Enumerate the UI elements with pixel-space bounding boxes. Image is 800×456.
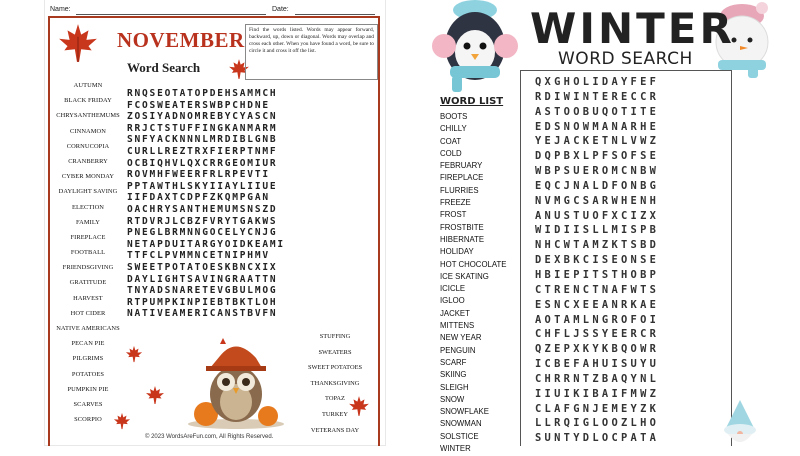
word-list-right — [290, 333, 380, 442]
word-item: AUTUMN — [73, 82, 103, 89]
grid-row: TTFCLPVMMNCETNIPHMV — [127, 250, 270, 262]
word-item: NEW YEAR — [440, 333, 482, 343]
word-item: GRATITUDE — [69, 279, 107, 287]
grid-row: DQPBXLPFSOFSE — [535, 150, 660, 163]
november-subtitle: Word Search — [127, 60, 201, 75]
word-item: IGLOO — [440, 296, 465, 306]
grid-row: SWEETPOTATOESKBNCXIX — [127, 261, 278, 273]
word-item: SCARF — [440, 357, 467, 367]
grid-row: OACHRYSANTHEMUMSNSZD — [127, 203, 278, 215]
word-item: HARVEST — [73, 294, 103, 302]
november-worksheet — [45, 0, 385, 445]
date-line — [295, 14, 375, 15]
word-item: HOLIDAY — [440, 247, 474, 257]
grid-row: DAYLIGHTSAVINGRAATTN — [127, 273, 278, 285]
word-list-heading: WORD LIST — [440, 96, 504, 107]
word-item: TURKEY — [322, 410, 348, 418]
grid-row: IIUIKIBAIFMWZ — [535, 387, 660, 400]
winter-title: WINTER — [530, 4, 735, 53]
word-item: FROST — [440, 210, 467, 220]
word-item: FREEZE — [440, 198, 471, 208]
november-letter-grid — [127, 88, 372, 320]
grid-row: QZEPXKYKBQOWR — [535, 343, 660, 356]
word-item: ICICLE — [440, 284, 466, 294]
grid-row: FCOSWEATERSWBPCHDNE — [127, 99, 270, 111]
word-item: MITTENS — [440, 321, 475, 331]
word-item: HIBERNATE — [440, 234, 485, 244]
grid-row: OCBIQHVLQXCRRGEOMIUR — [127, 157, 278, 169]
word-item: STUFFING — [319, 333, 351, 340]
word-item: JACKET — [440, 308, 470, 318]
november-title: NOVEMBER — [117, 28, 245, 52]
grid-row: ESNCXEEANRKAE — [535, 298, 660, 311]
grid-row: ZOSIYADNOMREBYCYASCN — [127, 111, 278, 123]
word-item: SWEET POTATOES — [307, 364, 363, 372]
maple-leaf-icon — [125, 345, 143, 363]
grid-row: NVMGCSARWHENH — [535, 194, 660, 207]
word-item: WINTER — [440, 444, 471, 454]
grid-row: RTDVRJLCBZFVRYTGAKWS — [127, 215, 278, 227]
grid-row: QXGHOLIDAYFEF — [535, 76, 660, 88]
word-item: DAYLIGHT SAVING — [58, 188, 118, 196]
maple-leaf-icon — [145, 385, 165, 405]
grid-row: DEXBKCISEONSE — [535, 254, 660, 267]
winter-letter-grid — [535, 76, 659, 447]
word-item: SCORPIO — [74, 416, 102, 424]
word-item: FOOTBALL — [70, 249, 106, 257]
word-item: CINNAMON — [70, 127, 106, 135]
word-item: SNOWFLAKE — [440, 407, 489, 417]
word-item: POTATOES — [71, 370, 105, 378]
grid-row: CHFLJSSYEERCR — [535, 328, 660, 341]
copyright-text: © 2023 WordsAreFun.com, All Rights Reserved. — [145, 434, 274, 440]
word-item: NATIVE AMERICANS — [56, 325, 120, 332]
winter-word-list — [440, 112, 530, 456]
word-item: VETERANS DAY — [310, 426, 360, 434]
word-item: FIREPLACE — [440, 173, 484, 183]
grid-row: CTRENCTNAFWTS — [535, 283, 660, 296]
grid-row: EQCJNALDFONBG — [535, 179, 660, 192]
word-list-left — [48, 82, 128, 431]
word-item: PUMPKIN PIE — [67, 385, 109, 393]
word-item: PENGUIN — [440, 345, 476, 355]
word-item: PILGRIMS — [72, 355, 104, 363]
winter-subtitle: WORD SEARCH — [558, 49, 693, 69]
date-label: Date: — [272, 6, 289, 13]
grid-row: RTPUMPKINPIEBTBKTLOH — [127, 296, 278, 308]
word-item: PECAN PIE — [71, 340, 105, 348]
instructions-box: Find the words listed. Words may appear forward, backward, up, down or diagonal. Words may overlap and cross each other. When you have found a word, be sure to circle it and cross it off the list. — [245, 24, 378, 80]
grid-row: YEJACKETNLVWZ — [535, 135, 660, 148]
grid-row: LLRQIGLOOZLHO — [535, 417, 660, 430]
maple-leaf-icon — [57, 22, 99, 64]
grid-row: IIFDAXTCDPFZKQMPGAN — [127, 192, 270, 204]
grid-row: NHCWTAMZKTSBD — [535, 239, 660, 252]
maple-leaf-icon — [113, 412, 131, 430]
word-item: SKIING — [440, 370, 467, 380]
word-item: CRANBERRY — [68, 157, 108, 165]
grid-row: SUNTYDLOCPATA — [535, 432, 660, 445]
grid-row: ROVMHFWEERFRLRPEVTI — [127, 169, 270, 181]
grid-row: WIDIISLLMISPB — [535, 224, 660, 237]
word-item: COAT — [440, 136, 462, 146]
word-item: SNOWMAN — [440, 419, 482, 429]
word-item: SNOW — [440, 394, 465, 404]
word-item: BLACK FRIDAY — [64, 97, 112, 105]
grid-row: PPTAWTHLSKYIIAYLIIUE — [127, 180, 278, 192]
grid-row: CHRRNTZBAQYNL — [535, 372, 660, 385]
grid-row: RNQSEOTATOPDEHSAMMCH — [127, 88, 278, 99]
word-item: CYBER MONDAY — [61, 173, 115, 181]
word-item: CHRYSANTHEMUMS — [56, 112, 120, 120]
grid-row: AOTAMLNGROFOI — [535, 313, 660, 326]
grid-row: ASTOOBUQOTITE — [535, 105, 660, 118]
grid-row: RRJCTSTUFFINGKANMARM — [127, 122, 278, 134]
grid-row: SNFYACKNNNLMRDIBLGNB — [127, 134, 278, 146]
grid-row: CLAFGNJEMEYZK — [535, 402, 660, 415]
grid-row: ICBEFAHUISUYU — [535, 358, 660, 371]
word-item: THANKSGIVING — [310, 379, 360, 387]
word-item: FIREPLACE — [70, 233, 106, 241]
grid-row: CURLLREZTRXFIERPTNMF — [127, 145, 278, 157]
word-item: CHILLY — [440, 124, 467, 134]
grid-row: HBIEPITSTHOBP — [535, 268, 660, 281]
grid-row: PNEGLBRMNNGOCELYCNJG — [127, 227, 278, 239]
word-item: ELECTION — [71, 203, 105, 211]
grid-row: WBPSUEROMCNBW — [535, 165, 660, 178]
word-item: SOLSTICE — [440, 431, 479, 441]
grid-row: NETAPDUITARGYOIDKEAMI — [127, 238, 285, 250]
owl-illustration — [180, 328, 292, 430]
word-item: HOT CHOCOLATE — [440, 259, 507, 269]
grid-row: EDSNOWMANARHE — [535, 120, 660, 133]
grid-row: RDIWINTERECCR — [535, 90, 660, 103]
name-label: Name: — [50, 6, 71, 13]
word-item: SWEATERS — [318, 348, 352, 356]
gnome-illustration — [716, 398, 764, 445]
name-line — [76, 14, 266, 15]
word-item: FLURRIES — [440, 185, 479, 195]
penguin-illustration — [430, 0, 520, 92]
word-item: FRIENDSGIVING — [62, 264, 114, 272]
grid-row: TNYADSNARETEVGBULMOG — [127, 285, 278, 297]
name-date-bar — [50, 3, 380, 15]
word-item: FAMILY — [76, 218, 100, 226]
word-item: SCARVES — [73, 400, 103, 408]
word-item: SLEIGH — [440, 382, 469, 392]
word-item: BOOTS — [440, 112, 468, 121]
word-item: HOT CIDER — [70, 309, 106, 317]
word-item: FEBRUARY — [440, 161, 483, 171]
word-item: ICE SKATING — [440, 271, 489, 281]
word-item: COLD — [440, 148, 462, 158]
grid-row: ANUSTUOFXCIZX — [535, 209, 660, 222]
word-item: CORNUCOPIA — [66, 142, 110, 150]
word-item: FROSTBITE — [440, 222, 484, 232]
winter-worksheet — [420, 0, 800, 454]
grid-row: NATIVEAMERICANSTBVFN — [127, 308, 278, 320]
word-item: TOPAZ — [325, 395, 345, 403]
